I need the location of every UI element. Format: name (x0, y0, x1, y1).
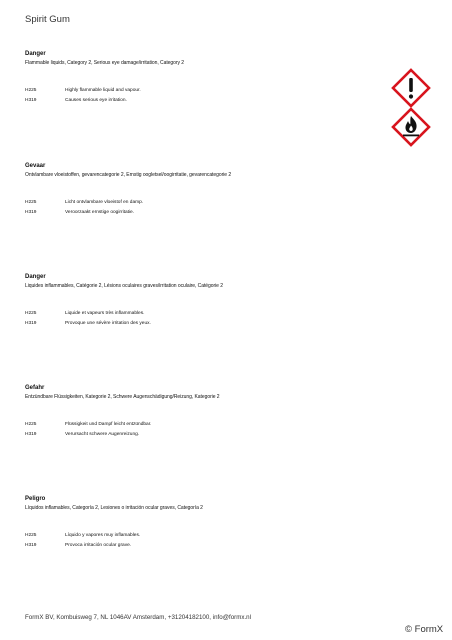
hazard-section-english (25, 51, 405, 108)
statement-text: Liquide et vapeurs très inflammables. (65, 311, 145, 316)
statement-code: H225 (25, 88, 37, 93)
statement-code: H319 (25, 321, 37, 326)
hazard-section-dutch (25, 163, 405, 220)
hazard-statement (25, 432, 405, 442)
hazard-classification: Líquidos inflamables, Categoría 2, Lesiones o irritación ocular graves, Categoría 2 (25, 505, 203, 511)
hazard-statement (25, 422, 405, 432)
hazard-statement (25, 200, 405, 210)
hazard-statement (25, 321, 405, 331)
signal-word: Peligro (25, 496, 46, 502)
hazard-statement (25, 88, 405, 98)
hazard-classification: Liquides inflammables, Catégorie 2, Lésions oculaires graves/irritation oculaire, Catégorie 2 (25, 283, 223, 289)
statement-code: H319 (25, 210, 37, 215)
statement-code: H225 (25, 311, 37, 316)
hazard-section-german (25, 385, 405, 442)
hazard-statement (25, 98, 405, 108)
statement-text: Provoca irritación ocular grave. (65, 543, 132, 548)
hazard-classification: Entzündbare Flüssigkeiten, Kategorie 2, Schwere Augenschädigung/Reizung, Kategorie 2 (25, 394, 220, 400)
signal-word: Gefahr (25, 385, 45, 391)
hazard-classification: Ontvlambare vloeistoffen, gevarencategorie 2, Ernstig oogletsel/oogirritatie, gevarencategorie 2 (25, 172, 232, 178)
statement-text: Flüssigkeit und Dampf leicht entzündbar. (65, 422, 152, 427)
statement-text: Veroorzaakt ernstige oogirritatie. (65, 210, 135, 215)
signal-word: Gevaar (25, 163, 46, 169)
product-title: Spirit Gum (25, 14, 70, 25)
statement-code: H225 (25, 533, 37, 538)
statement-text: Provoque une sévère irritation des yeux. (65, 321, 151, 326)
hazard-statement (25, 210, 405, 220)
hazard-section-spanish (25, 496, 405, 553)
statement-code: H225 (25, 200, 37, 205)
ghs02-flame-icon (391, 107, 431, 147)
hazard-statement (25, 543, 405, 553)
statement-code: H225 (25, 422, 37, 427)
statement-code: H319 (25, 432, 37, 437)
statement-text: Causes serious eye irritation. (65, 98, 127, 103)
signal-word: Danger (25, 274, 46, 280)
company-footer: FormX BV, Kombuisweg 7, NL 1046AV Amsterdam, +31204182100, info@formx.nl (25, 614, 251, 621)
signal-word: Danger (25, 51, 46, 57)
statement-code: H319 (25, 98, 37, 103)
statement-code: H319 (25, 543, 37, 548)
formx-logo: © FormX (405, 624, 444, 635)
statement-text: Verursacht schwere Augenreizung. (65, 432, 140, 437)
hazard-statement (25, 311, 405, 321)
statement-text: Licht ontvlambare vloeistof en damp. (65, 200, 144, 205)
ghs07-exclamation-icon (391, 68, 431, 108)
statement-text: Líquido y vapores muy inflamables. (65, 533, 141, 538)
statement-text: Highly flammable liquid and vapour. (65, 88, 141, 93)
hazard-section-french (25, 274, 405, 331)
hazard-classification: Flammable liquids, Category 2, Serious eye damage/irritation, Category 2 (25, 60, 184, 66)
hazard-statement (25, 533, 405, 543)
